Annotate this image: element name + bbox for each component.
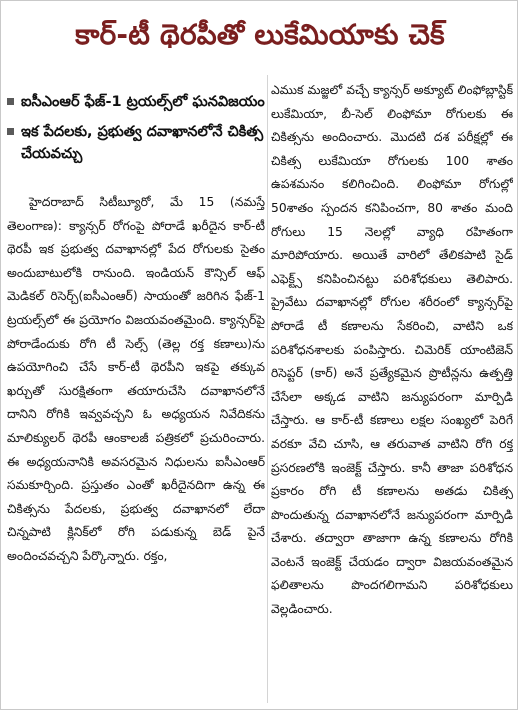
headline: కార్‌-టీ థెరపీతో లుకేమియాకు చెక్‌ — [75, 18, 445, 51]
article-text-right: ఎముక మజ్జలో వచ్చే క్యాన్సర్‌ అక్యూట్‌ లింఫోబ్లాస్టిక్‌ లుకేమియా, బీ-సెల్‌ లింఫోమా రోగులకు ఈ చికిత్సను అందించారు. మొదటి దశ పరీక్షల్లో ఈ చికిత్స లుకేమియా రోగులకు 100 శాతం ఉపశమనం కలిగించింది. లింఫోమా రోగుల్లో 50శాతం స్పందన కనిపించగా, 80 శాతం మంది రోగులు 15 నెలల్లో వ్యాధి రహితంగా మారిపోయారు. అయితే వారిలో తేలికపాటి సైడ్‌ ఎఫెక్ట్స్‌ కనిపించినట్టు పరిశోధకులు తెలిపారు. ప్రైవేటు దవాఖానల్లో రోగుల శరీరంలో క్యాన్సర్‌పై పోరాడే టీ కణాలను సేకరించి, వాటిని ఒక పరిశోధనశాలకు పంపిస్తారు. చిమెరిక్‌ యాంటిజెన్‌ రిసెప్టర్‌ (కార్‌) అనే ప్రత్యేకమైన ప్రొటీన్లను ఉత్పత్తి చేసేలా అక్కడ వాటిని జన్యుపరంగా మార్పిడి చేస్తారు. ఆ కార్‌-టీ కణాలు లక్షల సంఖ్యలో పెరిగే వరకూ వేచి చూసి, ఆ తరువాత వాటిని రోగి రక్త ప్రసరణలోకి ఇంజెక్ట్‌ చేస్తారు. కానీ తాజా పరిశోధన ప్రకారం రోగి టీ కణాలను అతడు చికిత్స పొందుతున్న దవాఖానలోనే జన్యుపరంగా మార్పిడి చేశారు. తద్వారా తాజాగా ఉన్న కణాలను రోగికి వెంటనే ఇంజెక్ట్‌ చేయడం ద్వారా విజయవంతమైన ఫలితాలను పొందగలిగామని పరిశోధకులు వెల్లడించారు. — [271, 83, 513, 617]
highlight-item — [7, 91, 265, 113]
dateline: హైదరాబాద్‌ సిటీబ్యూరో, మే 15 (నమస్తే తెలంగాణ): — [7, 195, 265, 233]
article-text-left: క్యాన్సర్‌ రోగంపై పోరాడే ఖరీదైన కార్‌-టీ థెరపీ ఇక ప్రభుత్వ దవాఖానల్లో పేద రోగులకు సైతం అందుబాటులోకి రానుంది. ఇండియన్‌ కౌన్సిల్‌ ఆఫ్‌ మెడికల్‌ రిసెర్చ్‌(ఐసీఎంఆర్‌) సాయంతో జరిగిన ఫేజ్‌-1 ట్రయల్స్‌లో ఈ ప్రయోగం విజయవంతమైంది. క్యాన్సర్‌పై పోరాడేందుకు రోగి టీ సెల్స్‌ (తెల్ల రక్త కణాలు)ను ఉపయోగించి చేసే కార్‌-టీ థెరపీని ఇకపై తక్కువ ఖర్చుతో సురక్షితంగా తయారుచేసి దవాఖానలోనే దానిని రోగికి ఇవ్వవచ్చని ఓ అధ్యయన నివేదికను మాలిక్యులర్‌ థెరపీ ఆంకాలజీ పత్రికలో ప్రచురించారు. ఈ అధ్యయనానికి అవసరమైన నిధులను ఐసీఎంఆర్‌ సమకూర్చింది. ప్రస్తుతం ఎంతో ఖరీదైనదిగా ఉన్న ఈ చికిత్సను పేదలకు, ప్రభుత్వ దవాఖానలో లేదా చిన్నపాటి క్లినిక్‌లో రోగి పడుకున్న బెడ్‌ పైనే అందించవచ్చని పేర్కొన్నారు. రక్తం, — [7, 218, 265, 563]
article-body-right — [271, 79, 513, 622]
bullet-icon — [7, 128, 14, 135]
highlights-list — [7, 91, 265, 165]
left-column — [7, 75, 265, 705]
article-body-left — [7, 191, 265, 569]
right-column — [271, 75, 513, 705]
bullet-icon — [7, 98, 14, 105]
highlight-item — [7, 121, 265, 165]
highlight-text: ఇక పేదలకు, ప్రభుత్వ దవాఖానలోనే చికిత్స చేయవచ్చు — [21, 124, 264, 162]
highlight-text: ఐసీఎంఆర్‌ ఫేజ్‌-1 ట్రయల్స్‌లో ఘనవిజయం — [21, 94, 265, 110]
column-divider — [267, 75, 268, 703]
